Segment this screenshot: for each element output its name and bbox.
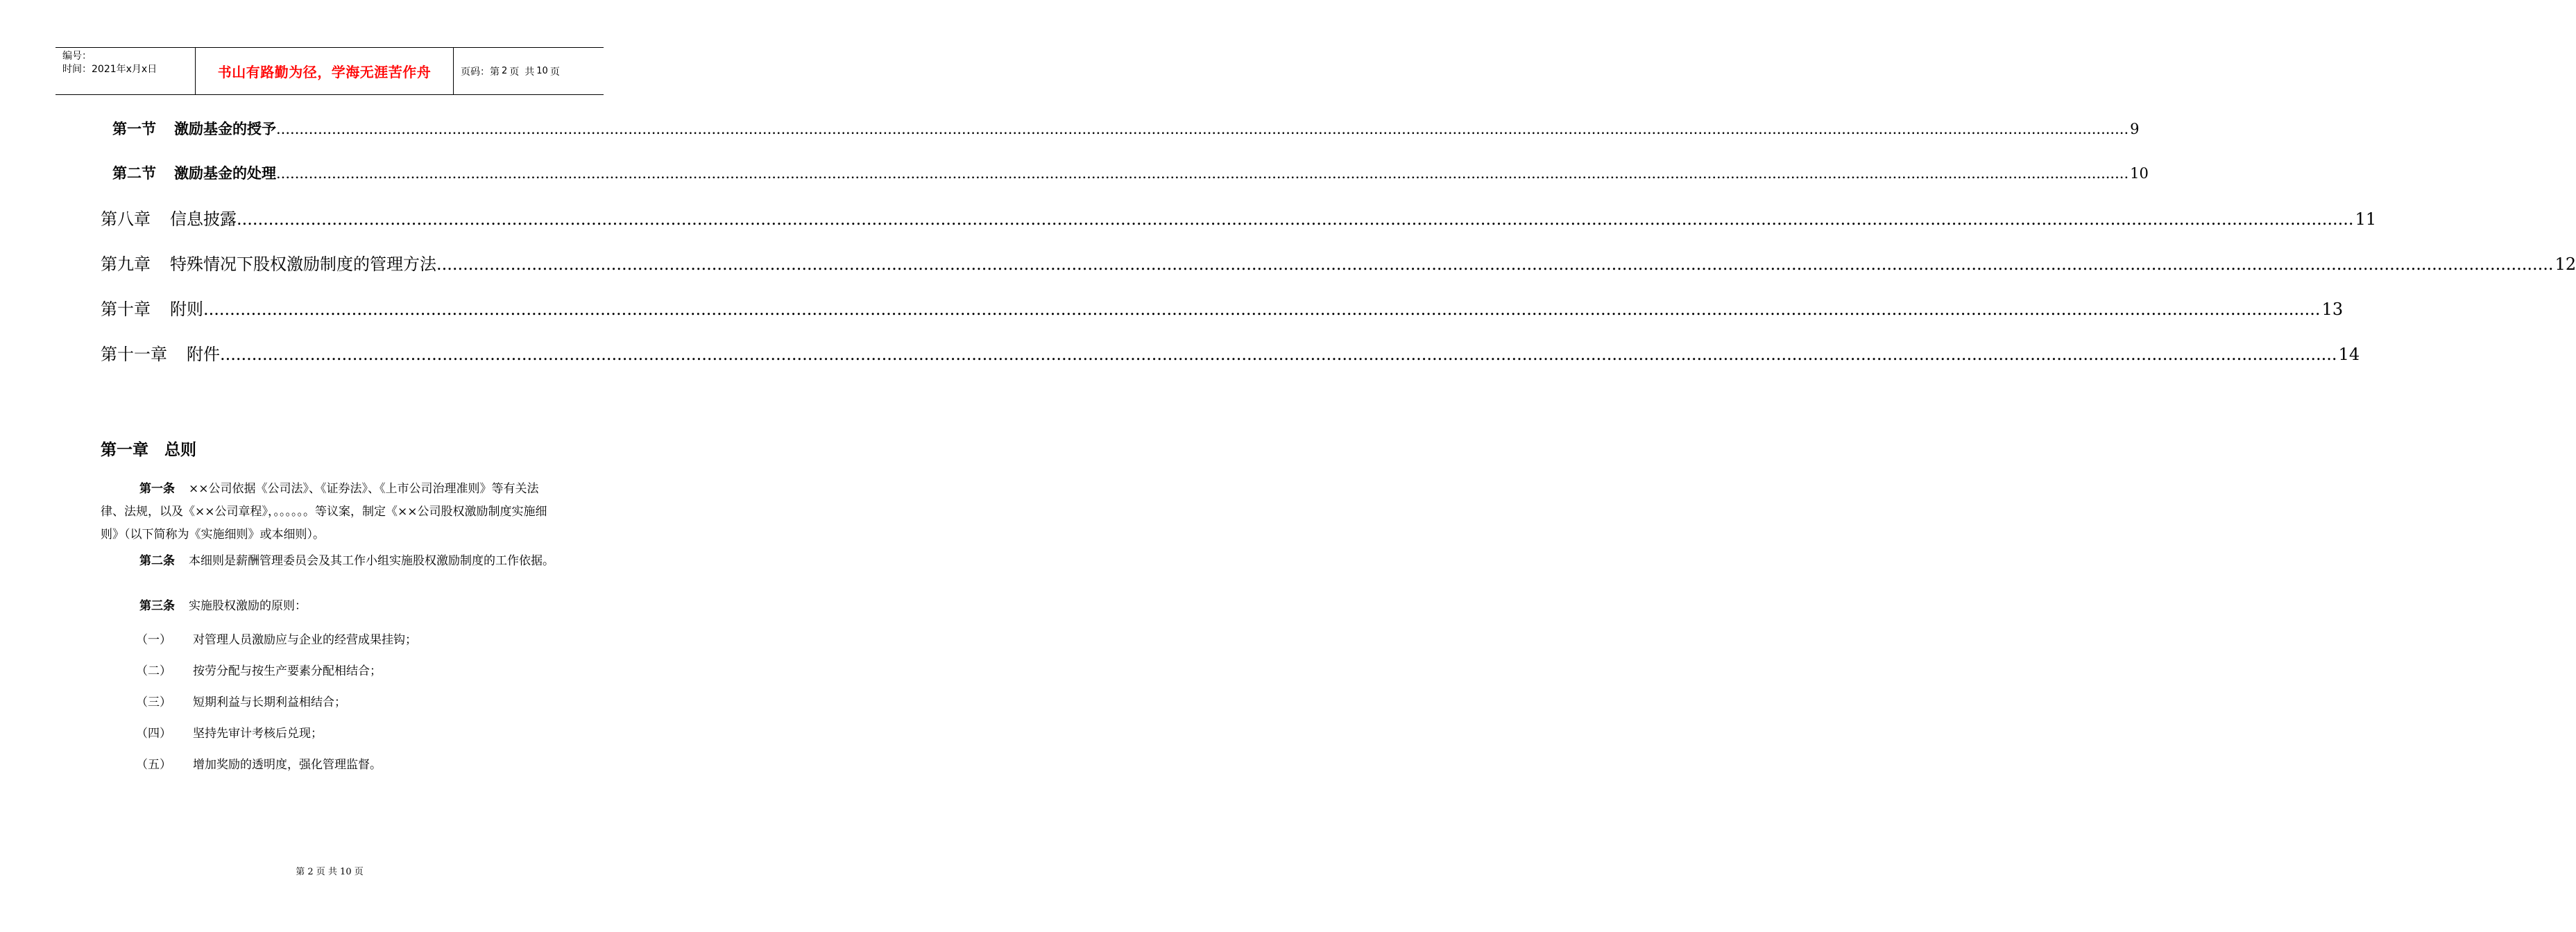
toc-entry[interactable]: [112, 162, 2149, 183]
toc-entry-title: 信息披露: [170, 209, 237, 229]
document-number-label: 编号：: [62, 51, 92, 62]
document-time-label: 时间：2021年x月x日: [62, 64, 157, 75]
toc-leader-dots: ................................................................................................................................................................................................................................................................................................................................................................................................................: [276, 121, 2129, 137]
toc-entry[interactable]: [101, 340, 2360, 365]
chapter-title: 第一章 总则: [101, 441, 196, 459]
article-3: [101, 595, 560, 618]
article-2: [101, 550, 560, 573]
toc-entry-number: 第二节: [112, 165, 156, 182]
list-item-text: 坚持先审计考核后兑现；: [193, 727, 323, 741]
list-item: [136, 754, 382, 772]
toc-entry-title: 附件: [187, 345, 220, 364]
list-item: [136, 661, 382, 678]
toc-entry-number: 第十章: [101, 300, 151, 319]
article-1: [101, 478, 560, 546]
list-item-text: 增加奖励的透明度，强化管理监督。: [193, 758, 382, 772]
toc-entry-page: 12: [2554, 254, 2576, 274]
list-item-text: 短期利益与长期利益相结合；: [193, 696, 346, 709]
toc-entry-title: 附则: [170, 300, 203, 319]
toc-entry-number: 第九章: [101, 254, 151, 274]
list-item-index: （一）: [136, 633, 171, 647]
list-item-index: （四）: [136, 727, 171, 741]
list-item: [136, 723, 323, 741]
toc-entry-number: 第一节: [112, 121, 156, 137]
article-text: 本细则是薪酬管理委员会及其工作小组实施股权激励制度的工作依据。: [189, 554, 554, 568]
list-item: [136, 630, 417, 647]
toc-entry[interactable]: [112, 118, 2140, 139]
page-mid: 页: [509, 66, 520, 78]
toc-entry[interactable]: [101, 205, 2377, 230]
page-header: [56, 47, 604, 95]
toc-leader-dots: ................................................................................................................................................................................................................................................................................................................................................................................................................: [436, 254, 2554, 274]
article-label: 第二条: [139, 554, 175, 568]
article-label: 第三条: [139, 599, 175, 613]
list-item-text: 按劳分配与按生产要素分配相结合；: [193, 664, 382, 678]
header-motto: 书山有路勤为径，学海无涯苦作舟: [196, 48, 454, 94]
article-text: ××公司依据《公司法》、《证券法》、《上市公司治理准则》等有关法律、法规，以及《××公司章程》，。。。。。。等议案，制定《××公司股权激励制度实施细则》（以下简称为《实施细则》或本细则）。: [101, 482, 547, 542]
list-item-index: （五）: [136, 758, 171, 772]
total-suffix: 页: [549, 66, 560, 78]
list-item-index: （三）: [136, 696, 171, 709]
toc-leader-dots: ................................................................................................................................................................................................................................................................................................................................................................................................................: [203, 300, 2321, 319]
header-meta: [56, 48, 196, 94]
toc-entry-title: 激励基金的授予: [174, 121, 276, 137]
article-label: 第一条: [139, 482, 175, 496]
total-pages: 10: [536, 66, 548, 76]
toc-entry[interactable]: [101, 295, 2344, 320]
list-item: [136, 692, 346, 709]
toc-entry-title: 激励基金的处理: [174, 165, 276, 182]
toc-entry-page: 14: [2338, 345, 2360, 364]
header-page-info: [454, 48, 604, 94]
page-prefix: 页码：第: [461, 66, 500, 78]
article-text: 实施股权激励的原则：: [189, 599, 307, 613]
toc-entry-page: 11: [2355, 209, 2377, 229]
toc-entry-number: 第八章: [101, 209, 151, 229]
toc-entry-title: 特殊情况下股权激励制度的管理方法: [170, 254, 436, 274]
page-footer: 第 2 页 共 10 页: [296, 867, 364, 877]
toc-entry-page: 13: [2321, 300, 2344, 319]
toc-entry-page: 9: [2130, 121, 2140, 137]
page-number: 2: [502, 66, 508, 76]
toc-leader-dots: ................................................................................................................................................................................................................................................................................................................................................................................................................: [276, 165, 2129, 182]
toc-entry-page: 10: [2130, 165, 2149, 182]
toc-leader-dots: ................................................................................................................................................................................................................................................................................................................................................................................................................: [237, 209, 2354, 229]
toc-leader-dots: ................................................................................................................................................................................................................................................................................................................................................................................................................: [220, 345, 2337, 364]
list-item-text: 对管理人员激励应与企业的经营成果挂钩；: [193, 633, 417, 647]
toc-entry-number: 第十一章: [101, 345, 167, 364]
total-prefix: 共: [524, 66, 535, 78]
toc-entry[interactable]: [101, 250, 2576, 275]
list-item-index: （二）: [136, 664, 171, 678]
